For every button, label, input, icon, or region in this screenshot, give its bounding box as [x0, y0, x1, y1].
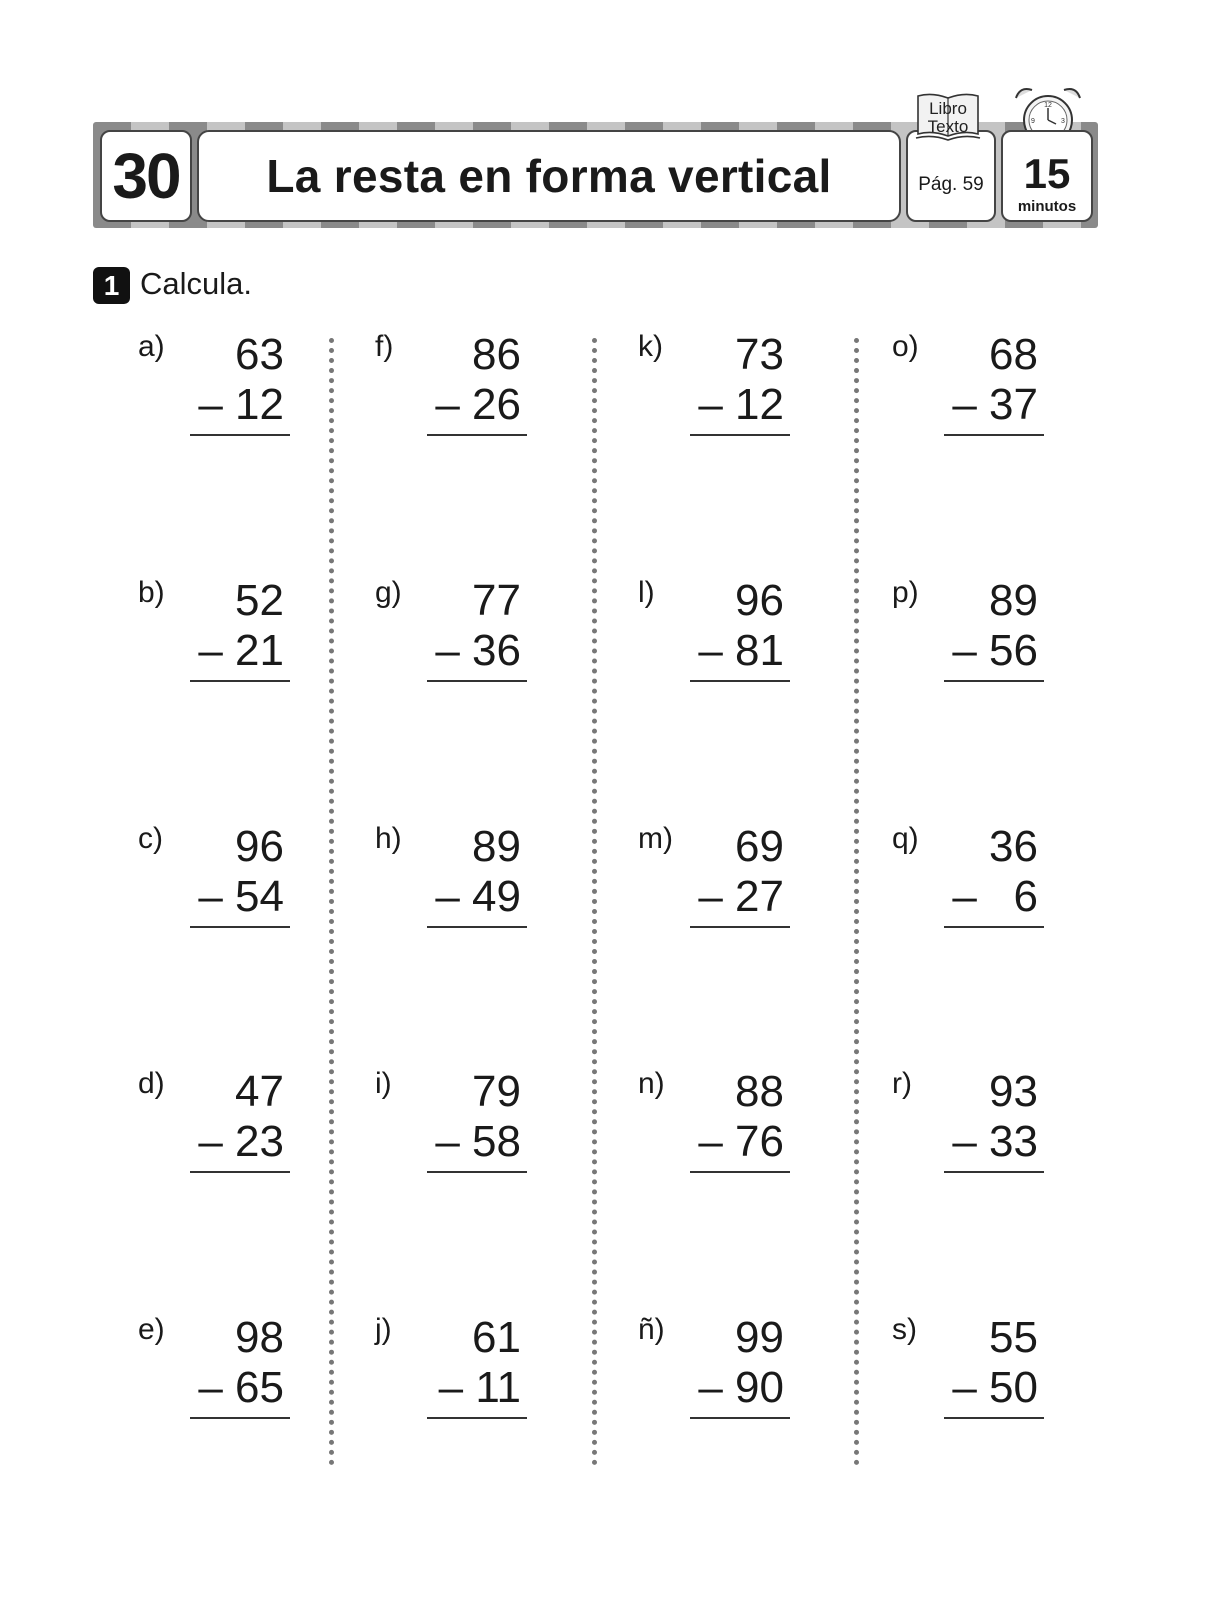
subtrahend: – 23	[198, 1117, 284, 1166]
page-reference: Pág. 59	[918, 174, 984, 195]
problem-label: b)	[138, 576, 165, 609]
subtraction-problem	[375, 576, 545, 686]
subtraction-problem	[138, 1067, 308, 1177]
subtraction-problem	[638, 1067, 808, 1177]
result-line	[944, 1171, 1044, 1173]
minuend: 79	[472, 1067, 521, 1116]
problem-label: o)	[892, 330, 919, 363]
minuend: 55	[989, 1313, 1038, 1362]
svg-text:9: 9	[1031, 118, 1035, 125]
result-line	[690, 1417, 790, 1419]
minuend: 61	[472, 1313, 521, 1362]
problem-label: k)	[638, 330, 663, 363]
subtraction-problem	[892, 1067, 1062, 1177]
result-line	[427, 434, 527, 436]
minuend: 96	[735, 576, 784, 625]
problem-label: r)	[892, 1067, 912, 1100]
subtrahend: – 27	[698, 872, 784, 921]
subtrahend: – 21	[198, 626, 284, 675]
problem-label: q)	[892, 822, 919, 855]
subtraction-problem	[375, 822, 545, 932]
problem-label: g)	[375, 576, 402, 609]
subtraction-problem	[638, 576, 808, 686]
subtraction-problem	[375, 1067, 545, 1177]
problem-label: c)	[138, 822, 163, 855]
problem-label: p)	[892, 576, 919, 609]
subtrahend: – 37	[952, 380, 1038, 429]
subtrahend: – 33	[952, 1117, 1038, 1166]
subtraction-problem	[138, 330, 308, 440]
minuend: 73	[735, 330, 784, 379]
problem-label: d)	[138, 1067, 165, 1100]
subtrahend: – 54	[198, 872, 284, 921]
subtrahend: – 12	[198, 380, 284, 429]
subtrahend: – 90	[698, 1363, 784, 1412]
subtraction-problem	[892, 330, 1062, 440]
svg-text:12: 12	[1044, 102, 1052, 109]
result-line	[427, 1417, 527, 1419]
subtraction-problem	[375, 1313, 545, 1423]
problem-label: l)	[638, 576, 655, 609]
result-line	[690, 1171, 790, 1173]
minuend: 86	[472, 330, 521, 379]
problem-label: f)	[375, 330, 394, 363]
svg-text:3: 3	[1061, 118, 1065, 125]
page-title: La resta en forma vertical	[197, 130, 901, 222]
subtrahend: – 12	[698, 380, 784, 429]
minuend: 89	[989, 576, 1038, 625]
problem-label: n)	[638, 1067, 665, 1100]
minuend: 47	[235, 1067, 284, 1116]
result-line	[190, 1417, 290, 1419]
result-line	[190, 434, 290, 436]
column-separator	[854, 338, 859, 1466]
minuend: 98	[235, 1313, 284, 1362]
subtraction-problem	[638, 822, 808, 932]
result-line	[690, 434, 790, 436]
result-line	[190, 1171, 290, 1173]
subtrahend: – 56	[952, 626, 1038, 675]
minuend: 52	[235, 576, 284, 625]
result-line	[190, 926, 290, 928]
lesson-number: 30	[100, 130, 192, 222]
subtrahend: – 76	[698, 1117, 784, 1166]
problem-label: s)	[892, 1313, 917, 1346]
result-line	[944, 680, 1044, 682]
subtraction-problem	[892, 1313, 1062, 1423]
subtraction-problem	[375, 330, 545, 440]
subtrahend: – 49	[435, 872, 521, 921]
column-separator	[329, 338, 334, 1466]
subtraction-problem	[892, 576, 1062, 686]
result-line	[427, 1171, 527, 1173]
column-separator	[592, 338, 597, 1466]
result-line	[944, 434, 1044, 436]
subtrahend: – 6	[952, 872, 1038, 921]
result-line	[944, 926, 1044, 928]
minuend: 63	[235, 330, 284, 379]
minuend: 36	[989, 822, 1038, 871]
result-line	[690, 680, 790, 682]
problem-label: ñ)	[638, 1313, 665, 1346]
subtrahend: – 50	[952, 1363, 1038, 1412]
minuend: 93	[989, 1067, 1038, 1116]
subtrahend: – 26	[435, 380, 521, 429]
exercise-number-badge: 1	[93, 267, 130, 304]
subtrahend: – 58	[435, 1117, 521, 1166]
time-unit: minutos	[1017, 198, 1077, 215]
subtraction-problem	[138, 1313, 308, 1423]
problem-label: a)	[138, 330, 165, 363]
result-line	[690, 926, 790, 928]
subtraction-problem	[638, 1313, 808, 1423]
problem-label: j)	[375, 1313, 392, 1346]
problem-label: m)	[638, 822, 673, 855]
book-label: Libro Texto	[927, 99, 969, 136]
subtraction-problem	[892, 822, 1062, 932]
minuend: 68	[989, 330, 1038, 379]
subtrahend: – 11	[438, 1363, 521, 1412]
time-box	[1001, 130, 1093, 222]
subtraction-problem	[138, 576, 308, 686]
minuend: 99	[735, 1313, 784, 1362]
problem-label: h)	[375, 822, 402, 855]
minuend: 69	[735, 822, 784, 871]
instruction-text: Calcula.	[140, 266, 252, 301]
subtraction-problem	[638, 330, 808, 440]
time-value: 15	[1023, 150, 1071, 197]
subtrahend: – 65	[198, 1363, 284, 1412]
problem-label: e)	[138, 1313, 165, 1346]
result-line	[944, 1417, 1044, 1419]
minuend: 96	[235, 822, 284, 871]
minuend: 89	[472, 822, 521, 871]
result-line	[190, 680, 290, 682]
subtrahend: – 36	[435, 626, 521, 675]
minuend: 77	[472, 576, 521, 625]
result-line	[427, 926, 527, 928]
minuend: 88	[735, 1067, 784, 1116]
problem-label: i)	[375, 1067, 392, 1100]
subtraction-problem	[138, 822, 308, 932]
subtrahend: – 81	[698, 626, 784, 675]
result-line	[427, 680, 527, 682]
